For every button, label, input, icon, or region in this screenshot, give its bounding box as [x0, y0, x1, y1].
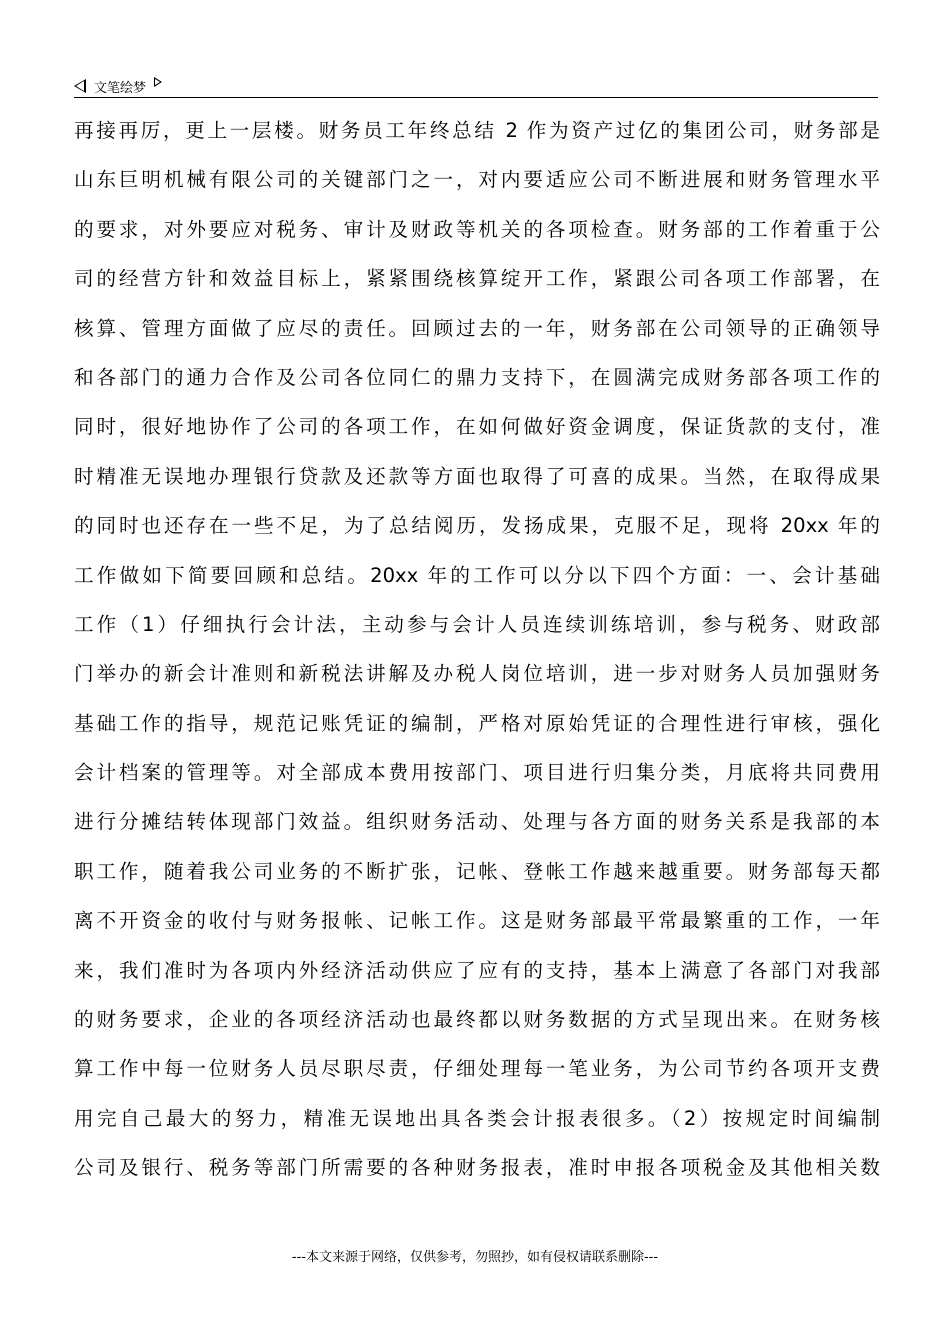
page-footer: ---本文来源于网络，仅供参考，勿照抄，如有侵权请联系删除--- [291, 1250, 659, 1265]
body-line: 职工作，随着我公司业务的不断扩张，记帐、登帐工作越来越重要。财务部每天都 [74, 859, 880, 883]
body-line: 工作做如下简要回顾和总结。20xx 年的工作可以分以下四个方面：一、会计基础 [74, 563, 880, 587]
body-line: 离不开资金的收付与财务报帐、记帐工作。这是财务部最平常最繁重的工作，一年 [74, 909, 880, 933]
body-line: 的要求，对外要应对税务、审计及财政等机关的各项检查。财务部的工作着重于公 [74, 217, 880, 241]
body-line: 工作（1）仔细执行会计法，主动参与会计人员连续训练培训，参与税务、财政部 [74, 612, 880, 636]
body-line: 算工作中每一位财务人员尽职尽责，仔细处理每一笔业务，为公司节约各项开支费 [74, 1057, 880, 1081]
body-line: 基础工作的指导，规范记账凭证的编制，严格对原始凭证的合理性进行审核，强化 [74, 711, 880, 735]
page-header [74, 75, 878, 97]
header-title: 文笔绘梦 [94, 80, 147, 96]
body-line: 再接再厉，更上一层楼。财务员工年终总结 2 作为资产过亿的集团公司，财务部是 [74, 119, 880, 142]
body-line: 核算、管理方面做了应尽的责任。回顾过去的一年，财务部在公司领导的正确领导 [74, 316, 880, 340]
body-line: 会计档案的管理等。对全部成本费用按部门、项目进行归集分类，月底将共同费用 [74, 761, 880, 785]
body-line: 和各部门的通力合作及公司各位同仁的鼎力支持下，在圆满完成财务部各项工作的 [74, 365, 880, 389]
body-line: 时精准无误地办理银行贷款及还款等方面也取得了可喜的成果。当然，在取得成果 [74, 464, 880, 488]
body-line: 司的经营方针和效益目标上，紧紧围绕核算绽开工作，紧跟公司各项工作部署，在 [74, 267, 880, 291]
body-line: 进行分摊结转体现部门效益。组织财务活动、处理与各方面的财务关系是我部的本 [74, 810, 880, 834]
body-line: 山东巨明机械有限公司的关键部门之一，对内要适应公司不断进展和财务管理水平 [74, 168, 880, 192]
header-divider [74, 97, 878, 98]
body-line: 门举办的新会计准则和新税法讲解及办税人岗位培训，进一步对财务人员加强财务 [74, 662, 880, 686]
body-line: 的财务要求，企业的各项经济活动也最终都以财务数据的方式呈现出来。在财务核 [74, 1008, 880, 1032]
body-line: 用完自己最大的努力，精准无误地出具各类会计报表很多。（2）按规定时间编制 [74, 1106, 880, 1130]
triangle-left-icon [74, 79, 86, 93]
triangle-right-icon [154, 77, 162, 87]
body-line: 来，我们准时为各项内外经济活动供应了应有的支持，基本上满意了各部门对我部 [74, 958, 880, 982]
document-body [74, 106, 880, 1193]
body-line: 公司及银行、税务等部门所需要的各种财务报表，准时申报各项税金及其他相关数 [74, 1156, 880, 1180]
body-line: 的同时也还存在一些不足，为了总结阅历，发扬成果，克服不足，现将 20xx 年的 [74, 514, 880, 538]
body-line: 同时，很好地协作了公司的各项工作，在如何做好资金调度，保证货款的支付，准 [74, 415, 880, 439]
